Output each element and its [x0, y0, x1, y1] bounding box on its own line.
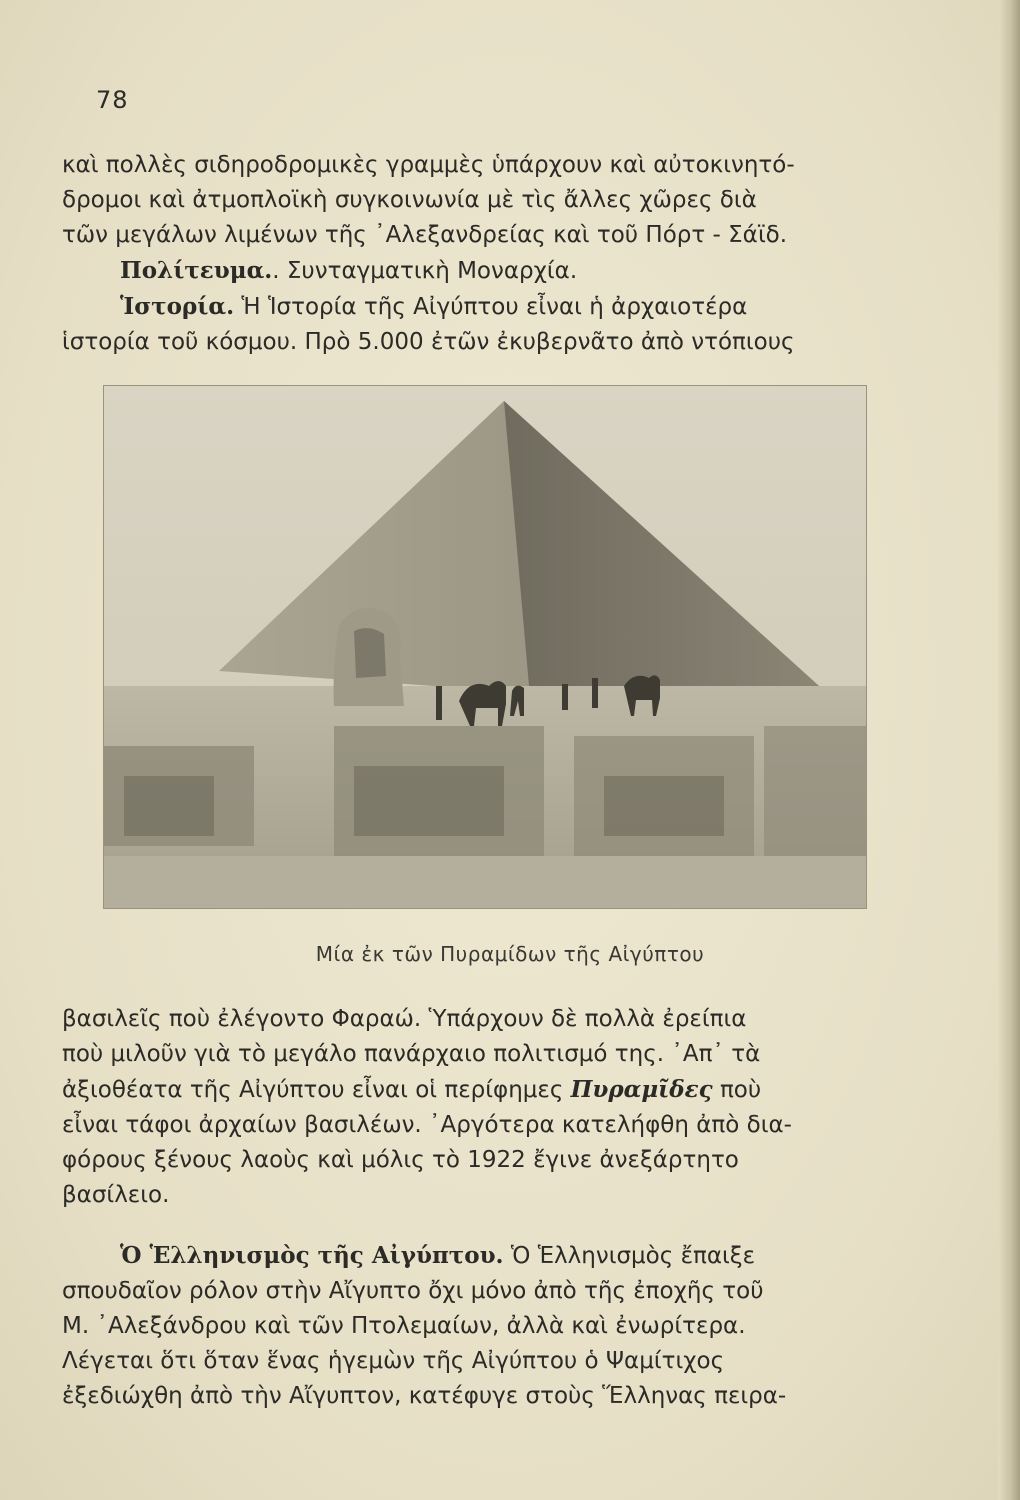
pyramids-emphasis: Πυραμῖδες — [570, 1076, 713, 1103]
text-line: καὶ πολλὲς σιδηροδρομικὲς γραμμὲς ὑπάρχουν καὶ αὐτοκινητό- — [62, 152, 795, 178]
text-line: Λέγεται ὅτι ὅταν ἕνας ἡγεμὼν τῆς Αἰγύπτου ὁ Ψαμίτιχος — [62, 1348, 725, 1374]
politeuma-text: . Συνταγματικὴ Μοναρχία. — [272, 258, 578, 284]
istoria-line — [62, 289, 900, 325]
hellenism-line — [62, 1238, 900, 1274]
text-line: εἶναι τάφοι ἀρχαίων βασιλέων. ᾿Αργότερα κατελήφθη ἀπὸ δια- — [62, 1112, 792, 1138]
text-line: βασίλειο. — [62, 1182, 170, 1208]
politeuma-line — [62, 253, 900, 289]
text-fragment: ποὺ — [712, 1077, 762, 1103]
text-line: βασιλεῖς ποὺ ἐλέγοντο Φαραώ. Ὑπάρχουν δὲ πολλὰ ἐρείπια — [62, 1006, 747, 1032]
middle-paragraph — [62, 1002, 900, 1213]
text-line: Μ. ᾿Αλεξάνδρου καὶ τῶν Πτολεμαίων, ἀλλὰ καὶ ἐνωρίτερα. — [62, 1313, 746, 1339]
pyramid-photo — [103, 385, 867, 909]
bottom-paragraph — [62, 1238, 900, 1414]
figure-caption: Μία ἐκ τῶν Πυραμίδων τῆς Αἰγύπτου — [315, 942, 705, 966]
top-paragraph — [62, 148, 900, 360]
text-line: σπουδαῖον ρόλον στὴν Αἴγυπτο ὄχι μόνο ἀπὸ τῆς ἐποχῆς τοῦ — [62, 1278, 764, 1304]
text-line: ἐξεδιώχθη ἀπὸ τὴν Αἴγυπτον, κατέφυγε στοὺς Ἕλληνας πειρα- — [62, 1383, 787, 1409]
politeuma-heading: Πολίτευμα. — [120, 257, 273, 284]
istoria-text: Ἡ Ἱστορία τῆς Αἰγύπτου εἶναι ἡ ἀρχαιοτέρα — [234, 294, 748, 320]
text-line: ποὺ μιλοῦν γιὰ τὸ μεγάλο πανάρχαιο πολιτισμό της. ᾿Απ᾿ τὰ — [62, 1041, 761, 1067]
text-fragment: Ὁ Ἑλληνισμὸς ἔπαιξε — [503, 1243, 756, 1269]
text-line: τῶν μεγάλων λιμένων τῆς ᾿Αλεξανδρείας καὶ τοῦ Πόρτ - Σάϊδ. — [62, 222, 788, 248]
text-line: ἱστορία τοῦ κόσμου. Πρὸ 5.000 ἐτῶν ἐκυβερνᾶτο ἀπὸ ντόπιους — [62, 329, 795, 355]
text-fragment: ἀξιοθέατα τῆς Αἰγύπτου εἶναι οἱ περίφημες — [62, 1077, 571, 1103]
hellenism-heading: Ὁ Ἑλληνισμὸς τῆς Αἰγύπτου. — [120, 1242, 504, 1269]
page-edge — [998, 0, 1020, 1500]
pyramid-illustration — [104, 386, 866, 908]
page-number: 78 — [96, 86, 129, 114]
text-line: φόρους ξένους λαοὺς καὶ μόλις τὸ 1922 ἔγινε ἀνεξάρτητο — [62, 1147, 739, 1173]
text-line: δρομοι καὶ ἀτμοπλοϊκὴ συγκοινωνία μὲ τὶς ἄλλες χῶρες διὰ — [62, 187, 757, 213]
istoria-heading: Ἱστορία. — [120, 293, 235, 320]
text-line — [62, 1072, 900, 1108]
